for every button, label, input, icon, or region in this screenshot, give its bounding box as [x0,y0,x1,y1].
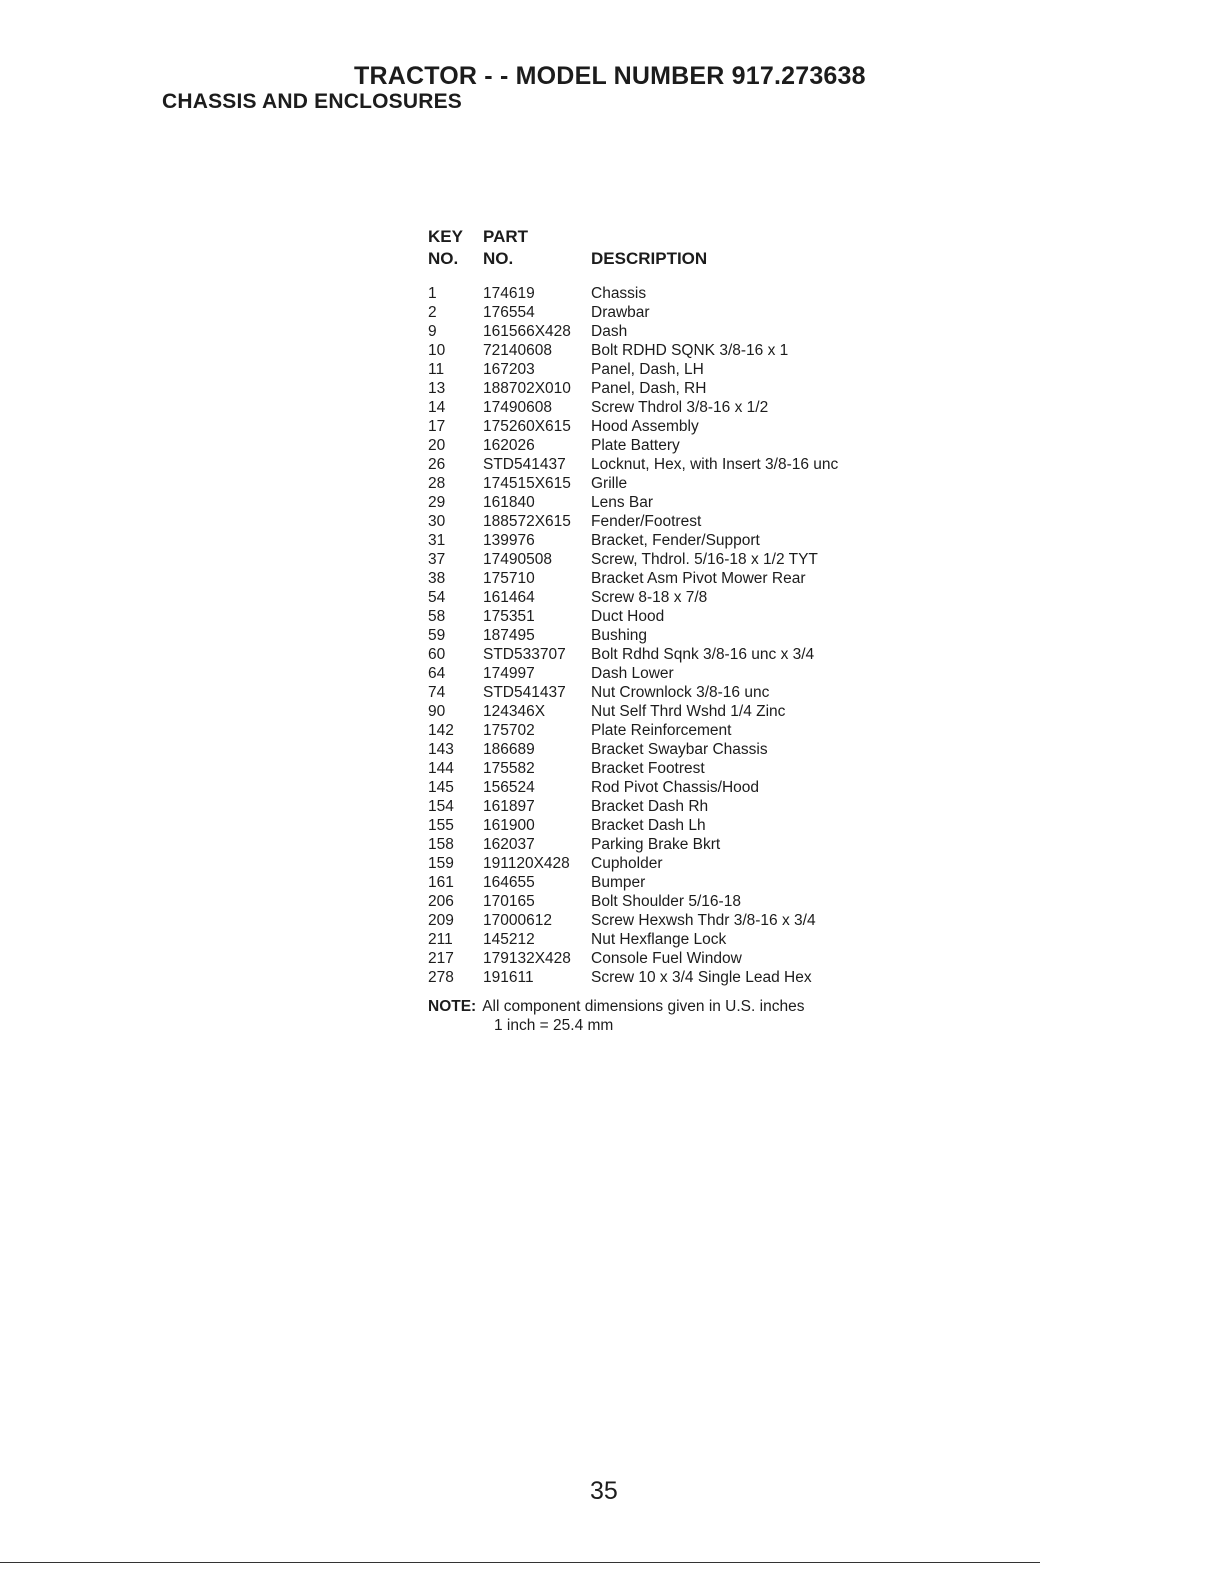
table-row [428,512,898,531]
description-cell: Bolt RDHD SQNK 3/8-16 x 1 [591,342,789,359]
description-cell: Chassis [591,285,647,302]
part-number-cell: 188572X615 [483,513,571,530]
table-row [428,474,898,493]
part-number-cell: 187495 [483,627,535,644]
description-cell: Plate Battery [591,437,680,454]
table-row [428,341,898,360]
page-number: 35 [590,1477,618,1505]
table-row [428,417,898,436]
table-row [428,721,898,740]
part-number-cell: 175702 [483,722,535,739]
description-cell: Bracket Dash Lh [591,817,706,834]
table-row [428,759,898,778]
description-cell: Bumper [591,874,646,891]
part-number-cell: 175710 [483,570,535,587]
key-cell: 37 [428,551,446,568]
key-cell: 143 [428,741,454,758]
key-cell: 28 [428,475,446,492]
parts-table-body [428,284,898,987]
part-number-cell: 145212 [483,931,535,948]
description-cell: Bushing [591,627,648,644]
table-row [428,873,898,892]
part-header-line1: PART [483,227,529,246]
description-cell: Parking Brake Bkrt [591,836,721,853]
table-row [428,322,898,341]
key-cell: 209 [428,912,454,929]
key-header-line1: KEY [428,227,463,246]
part-number-cell: 191120X428 [483,855,570,872]
table-row [428,436,898,455]
description-cell: Duct Hood [591,608,665,625]
description-cell: Dash Lower [591,665,674,682]
table-header-row-2 [428,248,898,270]
table-row [428,949,898,968]
part-number-cell: 161566X428 [483,323,571,340]
description-cell: Nut Self Thrd Wshd 1/4 Zinc [591,703,786,720]
description-cell: Locknut, Hex, with Insert 3/8-16 unc [591,456,839,473]
part-number-cell: 161840 [483,494,535,511]
table-row [428,854,898,873]
description-cell: Hood Assembly [591,418,699,435]
key-cell: 158 [428,836,454,853]
description-cell: Panel, Dash, LH [591,361,704,378]
key-cell: 206 [428,893,454,910]
key-cell: 11 [428,361,445,378]
description-cell: Console Fuel Window [591,950,742,967]
part-header-line2: NO. [483,249,514,268]
key-cell: 9 [428,323,437,340]
description-cell: Rod Pivot Chassis/Hood [591,779,759,796]
key-cell: 17 [428,418,446,435]
part-number-cell: 164655 [483,874,535,891]
table-row [428,360,898,379]
description-cell: Screw, Thdrol. 5/16-18 x 1/2 TYT [591,551,818,568]
note-line2: 1 inch = 25.4 mm [494,1017,614,1034]
table-row [428,303,898,322]
key-cell: 211 [428,931,453,948]
table-row [428,569,898,588]
section-subtitle: CHASSIS AND ENCLOSURES [162,90,462,113]
part-number-cell: 161900 [483,817,535,834]
key-cell: 161 [428,874,454,891]
key-cell: 30 [428,513,446,530]
description-cell: Bolt Shoulder 5/16-18 [591,893,741,910]
key-cell: 144 [428,760,454,777]
key-cell: 14 [428,399,446,416]
description-cell: Bracket, Fender/Support [591,532,760,549]
part-number-cell: 161464 [483,589,535,606]
key-cell: 20 [428,437,446,454]
description-cell: Nut Crownlock 3/8-16 unc [591,684,770,701]
description-cell: Grille [591,475,628,492]
table-row [428,284,898,303]
description-cell: Lens Bar [591,494,654,511]
table-row [428,911,898,930]
part-number-cell: 175351 [483,608,535,625]
description-cell: Panel, Dash, RH [591,380,707,397]
part-number-cell: 17000612 [483,912,552,929]
table-row [428,740,898,759]
part-number-cell: 170165 [483,893,535,910]
part-number-cell: 124346X [483,703,546,720]
description-cell: Bracket Dash Rh [591,798,709,815]
description-cell: Screw 10 x 3/4 Single Lead Hex [591,969,812,986]
table-row [428,835,898,854]
table-row [428,607,898,626]
key-cell: 59 [428,627,446,644]
description-cell: Nut Hexflange Lock [591,931,727,948]
note-line1: All component dimensions given in U.S. inches [482,998,805,1015]
table-row [428,930,898,949]
part-number-cell: 72140608 [483,342,552,359]
table-row [428,797,898,816]
key-cell: 2 [428,304,437,321]
key-cell: 10 [428,342,446,359]
part-number-cell: STD541437 [483,456,566,473]
part-number-cell: STD541437 [483,684,566,701]
part-number-cell: 161897 [483,798,535,815]
note [428,997,805,1034]
table-row [428,379,898,398]
part-number-cell: 188702X010 [483,380,571,397]
key-cell: 38 [428,570,446,587]
table-row [428,626,898,645]
table-row [428,455,898,474]
key-cell: 90 [428,703,446,720]
key-cell: 1 [428,285,437,302]
key-cell: 217 [428,950,454,967]
part-number-cell: 167203 [483,361,535,378]
description-header: DESCRIPTION [591,249,708,268]
key-cell: 58 [428,608,446,625]
part-number-cell: 162037 [483,836,535,853]
table-row [428,664,898,683]
description-cell: Plate Reinforcement [591,722,732,739]
key-cell: 13 [428,380,446,397]
key-cell: 154 [428,798,454,815]
table-row [428,892,898,911]
table-row [428,702,898,721]
part-number-cell: 162026 [483,437,535,454]
description-cell: Bracket Footrest [591,760,705,777]
key-cell: 145 [428,779,454,796]
part-number-cell: 191611 [483,969,534,986]
key-cell: 159 [428,855,454,872]
part-number-cell: 174997 [483,665,535,682]
key-cell: 64 [428,665,446,682]
table-row [428,531,898,550]
parts-table [428,226,898,987]
key-cell: 54 [428,589,446,606]
table-row [428,588,898,607]
table-row [428,550,898,569]
description-cell: Screw Hexwsh Thdr 3/8-16 x 3/4 [591,912,816,929]
table-header-row-1 [428,226,898,248]
part-number-cell: 179132X428 [483,950,571,967]
bottom-divider [0,1562,1040,1563]
key-cell: 26 [428,456,446,473]
description-cell: Screw Thdrol 3/8-16 x 1/2 [591,399,769,416]
table-row [428,683,898,702]
part-number-cell: 174515X615 [483,475,571,492]
key-cell: 278 [428,969,454,986]
description-cell: Bracket Asm Pivot Mower Rear [591,570,806,587]
part-number-cell: 174619 [483,285,535,302]
description-cell: Bolt Rdhd Sqnk 3/8-16 unc x 3/4 [591,646,815,663]
key-header-line2: NO. [428,249,459,268]
table-row [428,493,898,512]
part-number-cell: 139976 [483,532,535,549]
part-number-cell: 176554 [483,304,535,321]
description-cell: Cupholder [591,855,663,872]
key-cell: 74 [428,684,446,701]
part-number-cell: 186689 [483,741,535,758]
part-number-cell: STD533707 [483,646,566,663]
table-row [428,968,898,987]
part-number-cell: 175260X615 [483,418,571,435]
note-label: NOTE: [428,998,477,1015]
description-cell: Fender/Footrest [591,513,702,530]
description-cell: Dash [591,323,628,340]
key-cell: 60 [428,646,446,663]
key-cell: 155 [428,817,454,834]
part-number-cell: 17490508 [483,551,552,568]
page-title: TRACTOR - - MODEL NUMBER 917.273638 [354,62,866,90]
table-row [428,398,898,417]
description-cell: Drawbar [591,304,650,321]
part-number-cell: 175582 [483,760,535,777]
description-cell: Screw 8-18 x 7/8 [591,589,708,606]
table-row [428,816,898,835]
key-cell: 29 [428,494,446,511]
table-row [428,645,898,664]
part-number-cell: 17490608 [483,399,552,416]
key-cell: 142 [428,722,454,739]
description-cell: Bracket Swaybar Chassis [591,741,768,758]
part-number-cell: 156524 [483,779,535,796]
table-row [428,778,898,797]
key-cell: 31 [428,532,446,549]
